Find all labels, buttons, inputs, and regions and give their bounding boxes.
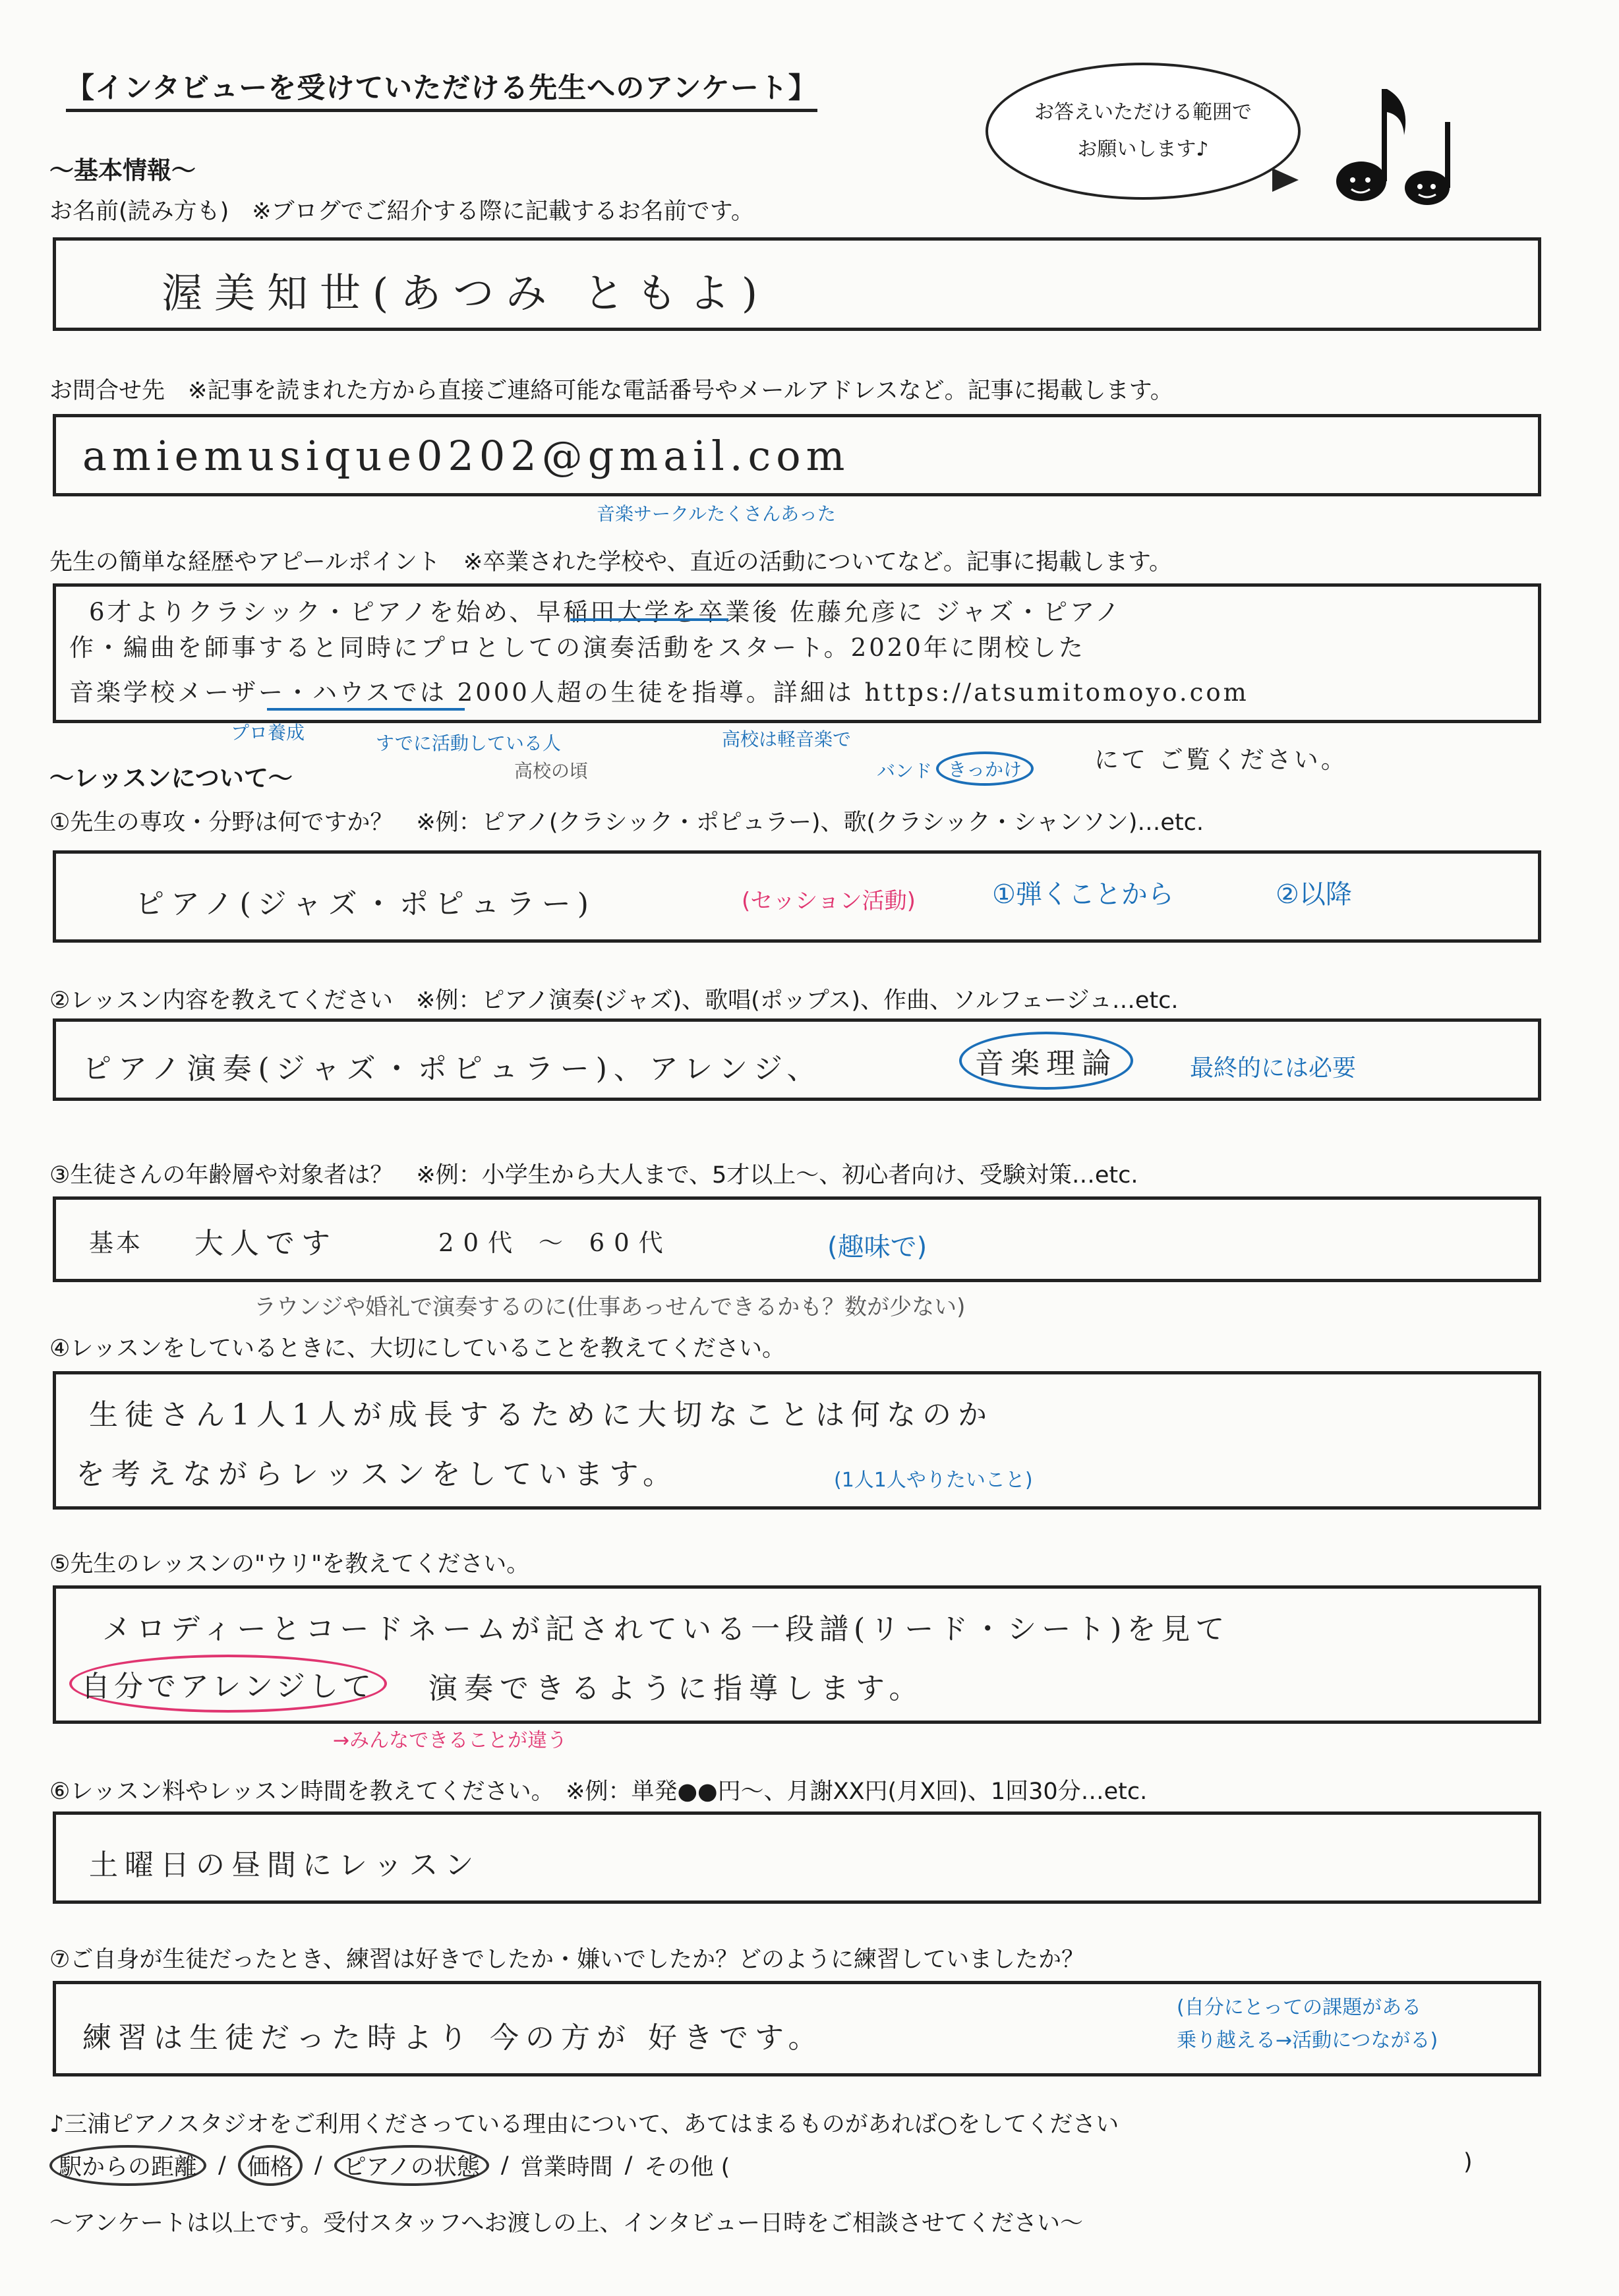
q2-note: 最終的には必要 [1190, 1055, 1357, 1082]
q1-answer: ピアノ(ジャズ・ポピュラー) [135, 887, 595, 921]
q3-answer-field[interactable] [53, 1196, 1541, 1282]
q1-note-play: ①弾くことから [992, 879, 1174, 910]
q7-note-line-2: 乗り越える→活動につながる) [1177, 2029, 1438, 2052]
option-distance[interactable]: 駅からの距離 [49, 2145, 206, 2186]
note-highschool-band: 高校は軽音楽で [722, 728, 852, 750]
profile-label: 先生の簡単な経歴やアピールポイント ※卒業された学校や、直近の活動についてなど。記事に掲載します。 [49, 549, 1173, 575]
contact-label: お問合せ先 ※記事を読まれた方から直接ご連絡可能な電話番号やメールアドレスなど。記事に掲載します。 [49, 378, 1173, 404]
q6-answer-field[interactable] [53, 1811, 1541, 1904]
name-field[interactable] [53, 237, 1541, 331]
q1-label: ①先生の専攻・分野は何ですか？ ※例：ピアノ(クラシック・ポピュラー)、歌(クラシック・シャンソン)…etc. [49, 809, 1204, 836]
q3-answer-adults: 大人です [194, 1227, 337, 1260]
q4-note: (1人1人やりたいこと) [834, 1469, 1033, 1492]
speech-bubble [986, 63, 1301, 200]
note-pro: プロ養成 [231, 722, 305, 744]
q7-answer-field[interactable] [53, 1981, 1541, 2076]
bubble-tail [1272, 168, 1299, 192]
q1-answer-field[interactable] [53, 850, 1541, 943]
q2-label: ②レッスン内容を教えてください ※例：ピアノ演奏(ジャズ)、歌唱(ポップス)、作曲、ソルフェージュ…etc. [49, 987, 1179, 1014]
q3-answer-basic: 基本 [89, 1229, 143, 1257]
bubble-line-1: お答えいただける範囲で [1034, 101, 1252, 124]
q6-answer: 土曜日の昼間にレッスン [89, 1848, 481, 1882]
form-title: 【インタビューを受けていただける先生へのアンケート】 [66, 66, 817, 112]
q2-answer-field[interactable] [53, 1018, 1541, 1101]
q2-answer-circled: 音楽理論 [959, 1032, 1133, 1090]
bubble-line-2: お願いします♪ [1077, 138, 1209, 161]
basic-info-heading: 〜基本情報〜 [49, 156, 196, 185]
q1-note-after: ②以降 [1276, 879, 1352, 910]
q5-answer-field[interactable] [53, 1585, 1541, 1724]
q7-note-line-1: (自分にとっての課題がある [1177, 1996, 1422, 2019]
q5-answer-line-1: メロディーとコードネームが記されている一段譜(リード・シート)を見て [102, 1612, 1230, 1646]
profile-line-3: 音楽学校メーザー・ハウスでは 2000人超の生徒を指導。詳細は https://atsumitomoyo.com [69, 678, 1249, 707]
school-underline [267, 708, 465, 711]
q5-label: ⑤先生のレッスンの"ウリ"を教えてください。 [49, 1551, 530, 1577]
q4-answer-line-1: 生徒さん1人1人が成長するために大切なことは何なのか [89, 1398, 993, 1432]
q4-answer-field[interactable] [53, 1371, 1541, 1510]
contact-value: amiemusique0202@gmail.com [82, 432, 850, 480]
q7-answer: 練習は生徒だった時より 今の方が 好きです。 [82, 2021, 824, 2055]
q5-answer-circled: 自分でアレンジして [69, 1655, 387, 1713]
q5-answer-line-2: 演奏できるように指導します。 [428, 1672, 925, 1705]
lessons-heading: 〜レッスンについて〜 [49, 764, 293, 792]
contact-field[interactable] [53, 414, 1541, 496]
name-value: 渥美知世(あつみ ともよ) [162, 269, 770, 317]
q3-note-work: ラウンジや婚礼で演奏するのに(仕事あっせんできるかも？数が少ない) [254, 1294, 966, 1320]
note-trigger: きっかけ [936, 751, 1034, 786]
other-close-paren: ) [1463, 2149, 1473, 2175]
reason-options: 駅からの距離 / 価格 / ピアノの状態 / 営業時間 / その他 ( [49, 2146, 730, 2185]
reason-label: ♪三浦ピアノスタジオをご利用くださっている理由について、あてはまるものがあれば○をしてください [49, 2111, 1119, 2138]
q3-label: ③生徒さんの年齢層や対象者は？ ※例：小学生から大人まで、5才以上〜、初心者向け、受験対策…etc. [49, 1162, 1138, 1189]
profile-field[interactable] [53, 583, 1541, 723]
q7-label: ⑦ご自身が生徒だったとき、練習は好きでしたか・嫌いでしたか？どのように練習していましたか？ [49, 1947, 1084, 1973]
note-active: すでに活動している人 [376, 732, 561, 754]
option-other[interactable]: その他 ( [644, 2154, 730, 2181]
profile-line-4: にて ご覧ください。 [1094, 746, 1348, 774]
q2-answer: ピアノ演奏(ジャズ・ポピュラー)、アレンジ、 [82, 1052, 823, 1086]
closing-text: 〜アンケートは以上です。受付スタッフへお渡しの上、インタビュー日時をご相談させてください〜 [49, 2210, 1084, 2237]
note-band: バンド [877, 760, 933, 782]
option-piano-condition[interactable]: ピアノの状態 [334, 2145, 489, 2186]
q5-note: →みんなできることが違う [333, 1729, 568, 1752]
q3-answer-ages: 20代 〜 60代 [438, 1229, 672, 1257]
q3-note-hobby: (趣味で) [827, 1232, 927, 1262]
profile-line-2: 作・編曲を師事すると同時にプロとしての演奏活動をスタート。2020年に閉校した [69, 633, 1086, 662]
note-highschool-time: 高校の頃 [514, 760, 589, 782]
university-underline [570, 618, 728, 621]
q4-answer-line-2: を考えながらレッスンをしています。 [76, 1457, 679, 1491]
profile-line-1: 6才よりクラシック・ピアノを始め、早稲田大学を卒業後 佐藤允彦に ジャズ・ピアノ [89, 598, 1123, 626]
q4-label: ④レッスンをしているときに、大切にしていることを教えてください。 [49, 1336, 786, 1362]
name-label: お名前(読み方も) ※ブログでご紹介する際に記載するお名前です。 [49, 198, 754, 225]
q1-note-session: (セッション活動) [742, 888, 916, 914]
option-hours[interactable]: 営業時間 [520, 2154, 613, 2181]
q6-label: ⑥レッスン料やレッスン時間を教えてください。 ※例：単発●●円〜、月謝XX円(月X回)、1回30分…etc. [49, 1779, 1148, 1805]
profile-note-circles: 音楽サークルたくさんあった [597, 503, 836, 525]
music-notes-icon [1332, 63, 1463, 214]
option-price[interactable]: 価格 [238, 2145, 303, 2186]
